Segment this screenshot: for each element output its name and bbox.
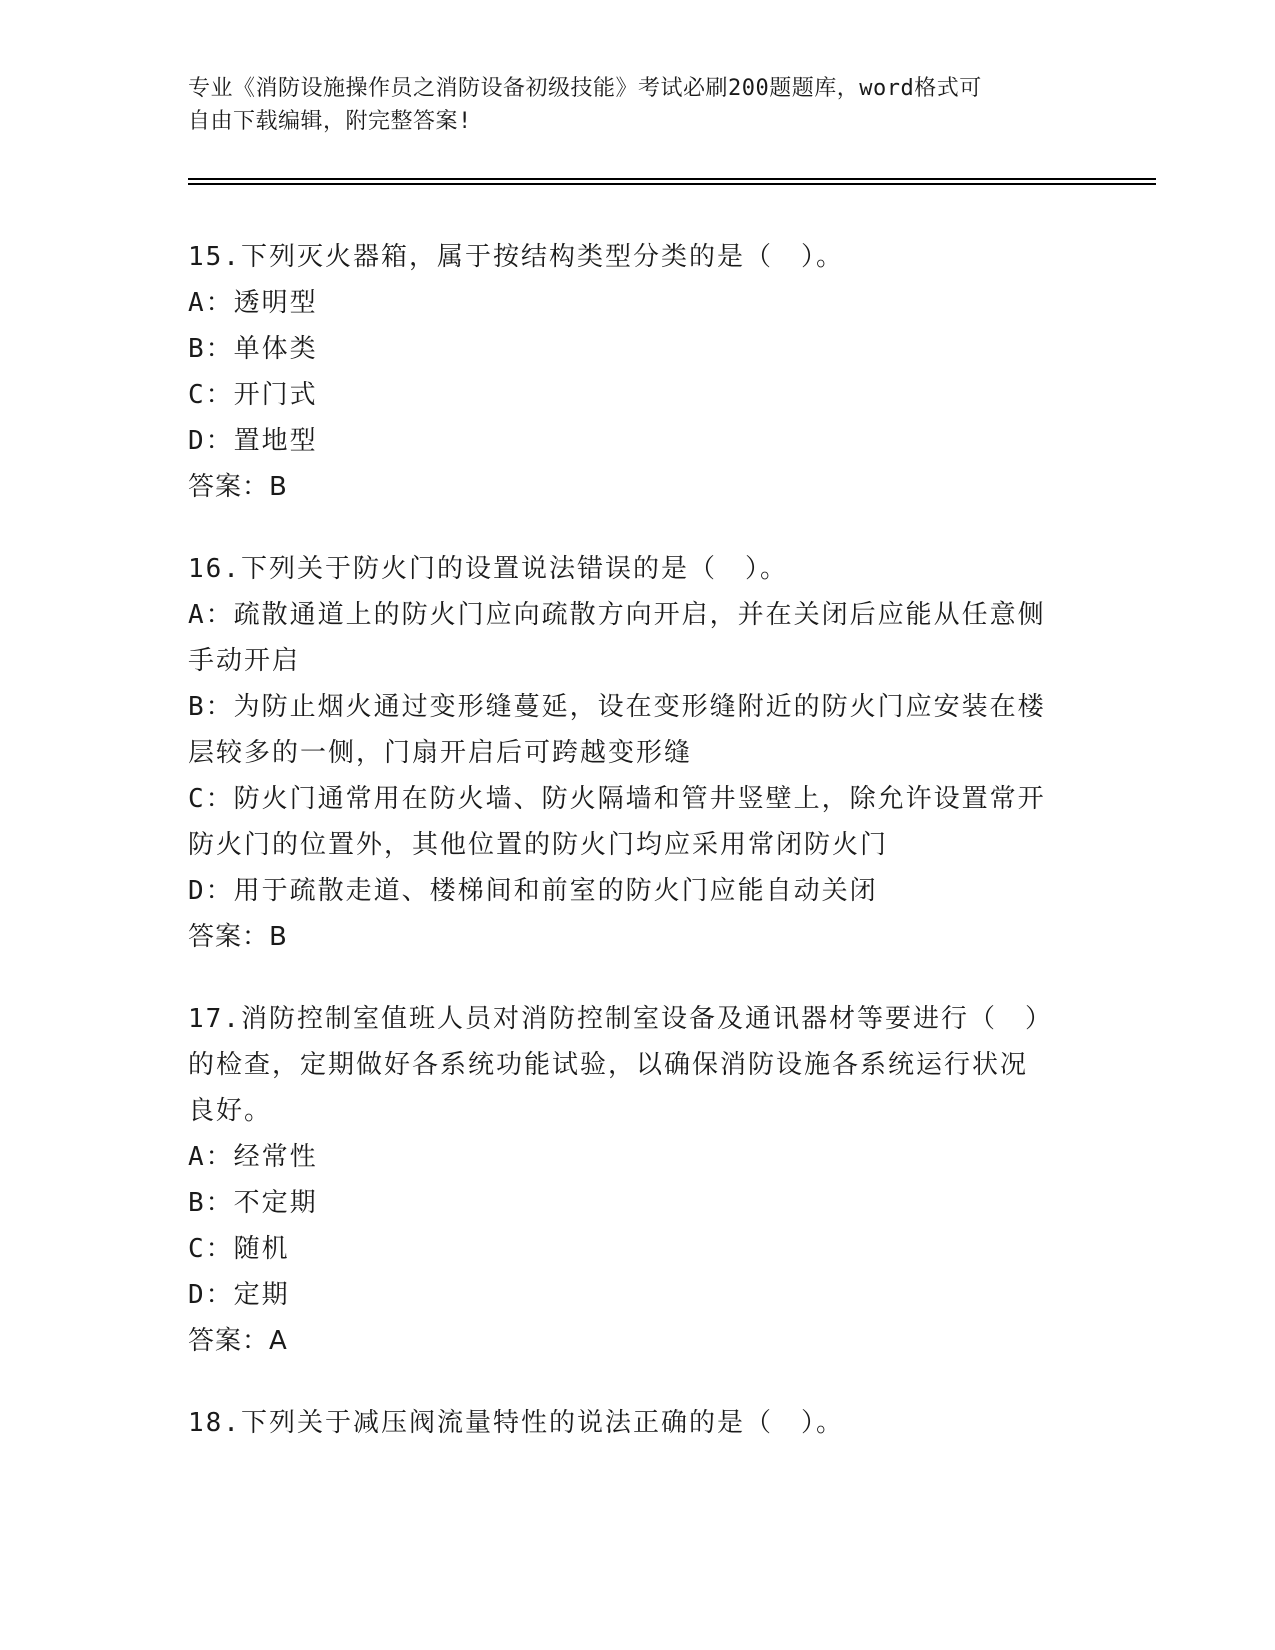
question-17 <box>188 996 1088 1364</box>
option-b: B：单体类 <box>188 334 318 364</box>
option-b-continued: 层较多的一侧，门扇开启后可跨越变形缝 <box>188 738 693 768</box>
header-divider-bottom <box>188 183 1156 185</box>
question-list <box>188 234 1088 1482</box>
question-16 <box>188 546 1088 960</box>
header-divider-top <box>188 178 1156 180</box>
option-a: A：疏散通道上的防火门应向疏散方向开启，并在关闭后应能从任意侧 <box>188 600 1046 630</box>
answer-label: 答案：A <box>188 1326 288 1356</box>
option-c: C：防火门通常用在防火墙、防火隔墙和管井竖壁上，除允许设置常开 <box>188 784 1046 814</box>
question-stem: 16.下列关于防火门的设置说法错误的是（ ）。 <box>188 554 788 584</box>
option-a: A：透明型 <box>188 288 318 318</box>
option-b: B：不定期 <box>188 1188 318 1218</box>
document-header <box>188 72 1068 138</box>
option-d: D：定期 <box>188 1280 290 1310</box>
question-stem: 18.下列关于减压阀流量特性的说法正确的是（ ）。 <box>188 1408 844 1438</box>
header-line-1: 专业《消防设施操作员之消防设备初级技能》考试必刷200题题库，word格式可 <box>188 76 982 101</box>
option-a: A：经常性 <box>188 1142 318 1172</box>
question-18 <box>188 1400 1088 1446</box>
answer-label: 答案：B <box>188 922 288 952</box>
question-stem: 17.消防控制室值班人员对消防控制室设备及通讯器材等要进行（ ） <box>188 1004 1053 1034</box>
option-d: D：置地型 <box>188 426 318 456</box>
answer-label: 答案：B <box>188 472 288 502</box>
option-c: C：随机 <box>188 1234 290 1264</box>
option-c-continued: 防火门的位置外，其他位置的防火门均应采用常闭防火门 <box>188 830 889 860</box>
question-stem-continued: 良好。 <box>188 1096 273 1126</box>
option-a-continued: 手动开启 <box>188 646 301 676</box>
header-line-2: 自由下载编辑，附完整答案! <box>188 109 472 134</box>
option-b: B：为防止烟火通过变形缝蔓延，设在变形缝附近的防火门应安装在楼 <box>188 692 1046 722</box>
question-stem: 15.下列灭火器箱，属于按结构类型分类的是（ ）。 <box>188 242 844 272</box>
question-stem-continued: 的检查，定期做好各系统功能试验，以确保消防设施各系统运行状况 <box>188 1050 1029 1080</box>
question-15 <box>188 234 1088 510</box>
option-c: C：开门式 <box>188 380 318 410</box>
option-d: D：用于疏散走道、楼梯间和前室的防火门应能自动关闭 <box>188 876 878 906</box>
